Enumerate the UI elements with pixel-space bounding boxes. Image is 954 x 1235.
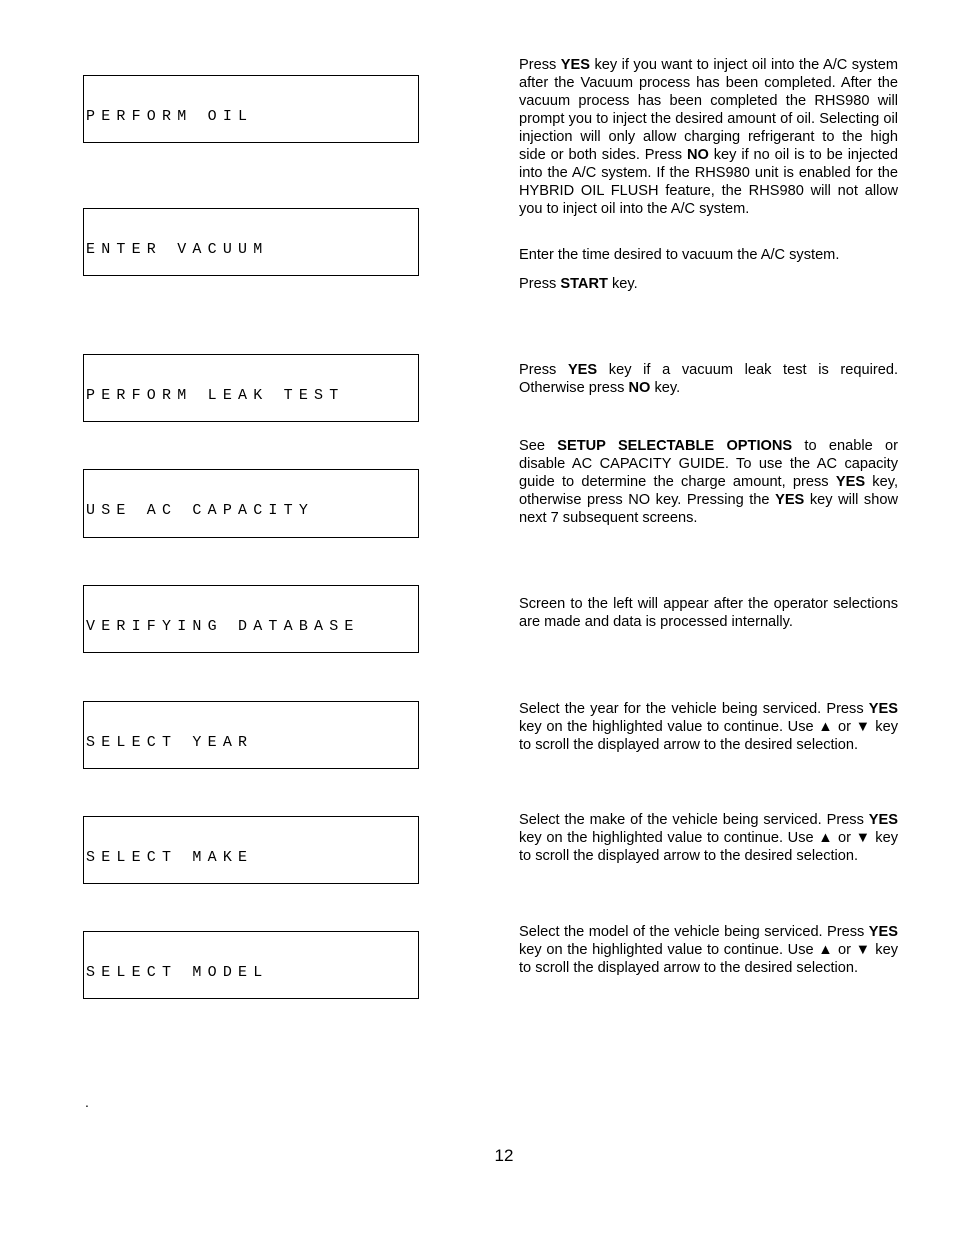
screen-line: PERFORM OIL xyxy=(86,108,254,125)
stray-dot: . xyxy=(85,1094,89,1110)
text: key. xyxy=(607,276,638,292)
text: Select the model of the vehicle being serviced. Press xyxy=(519,924,869,940)
yes-key-label: YES xyxy=(868,701,898,717)
screen-line: USE AC CAPACITY xyxy=(86,502,315,519)
description-ac-capacity xyxy=(519,437,898,527)
yes-key-label: YES xyxy=(775,492,805,508)
lcd-screen-leak-test xyxy=(83,354,419,422)
setup-options-label: SETUP SELECTABLE OPTIONS xyxy=(557,438,793,454)
text: key if you want to inject oil into the A/C system after the Vacuum process has been completed. After the vacuum process has been completed the RHS980 will prompt you to inject the desired amount of oil. Selecting oil injection will only allow charging refrigerant to the high side or both sides. Press xyxy=(519,57,898,163)
paragraph: Screen to the left will appear after the operator selections are made and data is processed internally. xyxy=(519,596,898,630)
paragraph xyxy=(519,56,898,218)
text: Select the year for the vehicle being serviced. Press xyxy=(519,701,869,717)
text: Press xyxy=(519,57,561,73)
text: Select the make of the vehicle being serviced. Press xyxy=(519,812,869,828)
text: key on the highlighted value to continue. Use ▲ or ▼ key to scroll the displayed arrow to the desired selection. xyxy=(519,719,898,753)
lcd-screen-vacuum-time xyxy=(83,208,419,276)
screen-line: SELECT MODEL xyxy=(86,964,269,981)
page-number: 12 xyxy=(494,1146,514,1165)
paragraph xyxy=(519,437,898,527)
text: key, otherwise press NO key. Pressing the xyxy=(519,474,898,508)
description-verifying-database xyxy=(519,595,898,631)
paragraph: Enter the time desired to vacuum the A/C system. xyxy=(519,247,840,263)
yes-key-label: YES xyxy=(835,474,866,490)
text: to enable or disable AC CAPACITY GUIDE. To use the AC capacity guide to determine the charge amount, press xyxy=(519,438,898,490)
lcd-screen-select-model xyxy=(83,931,419,999)
paragraph xyxy=(519,700,898,754)
text: key will show next 7 subsequent screens. xyxy=(519,492,898,526)
screen-line: ENTER VACUUM xyxy=(86,241,269,258)
lcd-screen-oil-injection xyxy=(83,75,419,143)
text: key. xyxy=(650,380,681,396)
lcd-screen-select-make xyxy=(83,816,419,884)
lcd-screen-ac-capacity xyxy=(83,469,419,538)
paragraph xyxy=(519,361,898,397)
description-vacuum-time xyxy=(519,246,898,293)
text: key if a vacuum leak test is required. Otherwise press xyxy=(519,362,898,396)
yes-key-label: YES xyxy=(868,812,898,828)
text: See xyxy=(519,438,558,454)
description-select-make xyxy=(519,811,898,865)
description-oil-injection xyxy=(519,56,898,218)
paragraph xyxy=(519,275,898,293)
yes-key-label: YES xyxy=(567,362,598,378)
text: key on the highlighted value to continue. Use ▲ or ▼ key to scroll the displayed arrow to the desired selection. xyxy=(519,942,898,976)
description-select-year xyxy=(519,700,898,754)
text: Press xyxy=(519,276,561,292)
text: Press xyxy=(519,362,568,378)
lcd-screen-verifying-database xyxy=(83,585,419,653)
yes-key-label: YES xyxy=(560,57,590,73)
screen-line: SELECT YEAR xyxy=(86,734,254,751)
screen-line: VERIFYING DATABASE xyxy=(86,618,360,635)
lcd-screen-select-year xyxy=(83,701,419,769)
no-key-label: NO xyxy=(628,380,651,396)
paragraph xyxy=(519,923,898,977)
no-key-label: NO xyxy=(686,147,709,163)
text: key if no oil is to be injected into the A/C system. If the RHS980 unit is enabled for the HYBRID OIL FLUSH feature, the RHS980 will not allow you to inject oil into the A/C system. xyxy=(519,147,898,217)
screen-line: PERFORM LEAK TEST xyxy=(86,387,345,404)
yes-key-label: YES xyxy=(868,924,898,940)
description-select-model xyxy=(519,923,898,977)
description-leak-test xyxy=(519,361,898,397)
start-key-label: START xyxy=(560,276,608,292)
text: key on the highlighted value to continue. Use ▲ or ▼ key to scroll the displayed arrow to the desired selection. xyxy=(519,830,898,864)
screen-line: SELECT MAKE xyxy=(86,849,254,866)
paragraph xyxy=(519,811,898,865)
